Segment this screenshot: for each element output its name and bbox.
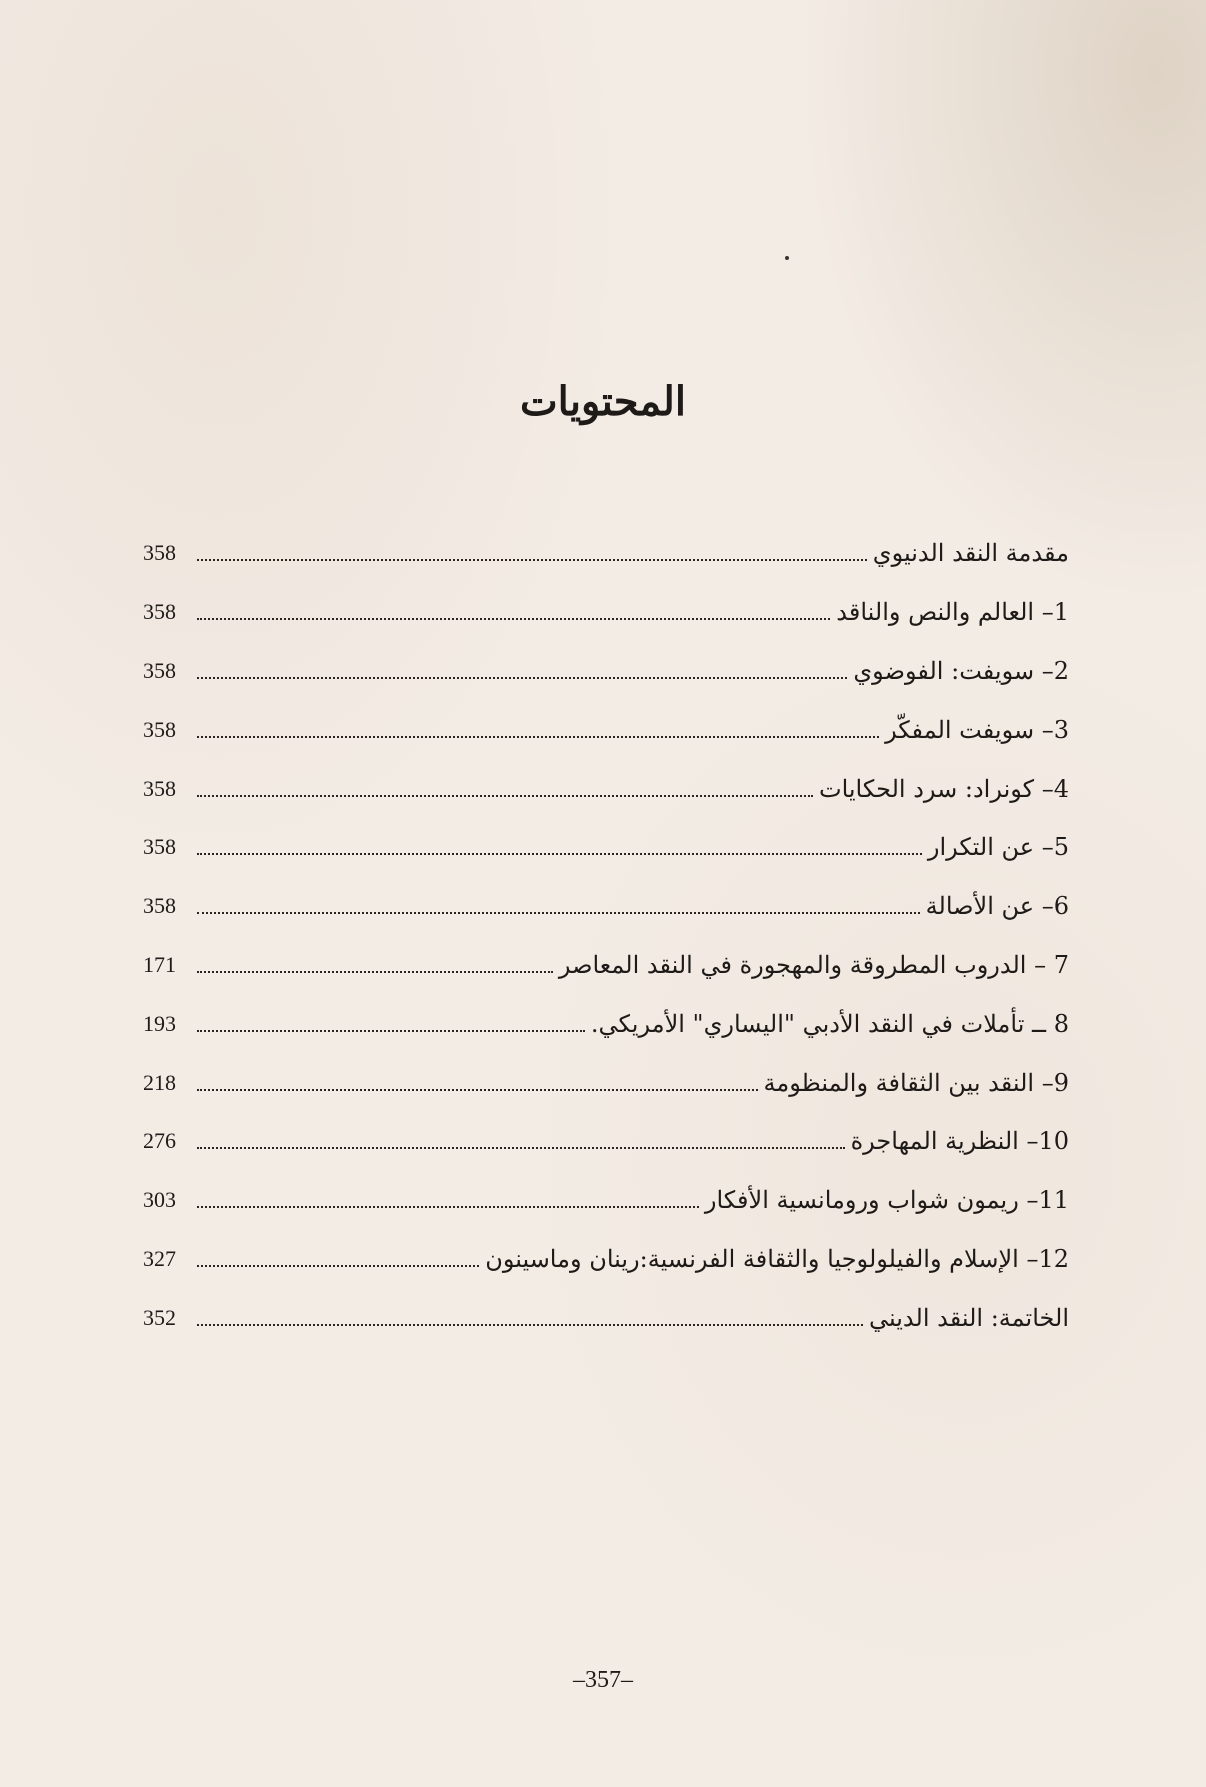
toc-entry-page: 218 bbox=[143, 1069, 176, 1095]
dot-leader bbox=[197, 1324, 863, 1326]
dot-leader bbox=[197, 559, 867, 561]
dot-leader bbox=[197, 912, 920, 914]
toc-entry bbox=[143, 524, 1069, 583]
dot-leader bbox=[197, 1206, 699, 1208]
toc-entry-title: 7 – الدروب المطروقة والمهجورة في النقد المعاصر bbox=[558, 950, 1069, 979]
toc-entry bbox=[143, 1112, 1069, 1171]
page-number: –357– bbox=[573, 1667, 633, 1693]
toc-entry-title: 5– عن التكرار bbox=[927, 833, 1069, 862]
dot-leader bbox=[197, 971, 553, 973]
toc-entry bbox=[143, 994, 1069, 1053]
page-title: المحتويات bbox=[520, 378, 686, 425]
toc-entry-title: 4– كونراد: سرد الحكايات bbox=[818, 774, 1069, 803]
toc-entry-title: 8 ــ تأملات في النقد الأدبي "اليساري" الأمريكي. bbox=[590, 1009, 1069, 1038]
dot-leader bbox=[197, 618, 830, 620]
toc-entry-title: 9– النقد بين الثقافة والمنظومة bbox=[763, 1068, 1069, 1097]
dot-leader bbox=[197, 1265, 479, 1267]
toc-entry bbox=[143, 877, 1069, 936]
toc-entry bbox=[143, 818, 1069, 877]
toc-entry bbox=[143, 583, 1069, 642]
toc-entry-page: 358 bbox=[143, 893, 176, 919]
toc-entry bbox=[143, 1053, 1069, 1112]
toc-entry-page: 358 bbox=[143, 599, 176, 625]
dot-leader bbox=[197, 1089, 758, 1091]
toc-entry-page: 358 bbox=[143, 540, 176, 566]
toc-entry-page: 358 bbox=[143, 657, 176, 683]
toc-entry-title: مقدمة النقد الدنيوي bbox=[872, 539, 1069, 568]
toc-entry-page: 303 bbox=[143, 1187, 176, 1213]
toc-entry-title: 10– النظرية المهاجرة bbox=[850, 1127, 1069, 1156]
toc-entry bbox=[143, 1288, 1069, 1347]
table-of-contents bbox=[143, 524, 1069, 1347]
dot-leader bbox=[197, 736, 879, 738]
dot-leader bbox=[197, 795, 813, 797]
toc-entry-title: 12– الإسلام والفيلولوجيا والثقافة الفرنسية:رينان وماسينون bbox=[485, 1244, 1069, 1273]
toc-entry-title: 6– عن الأصالة bbox=[925, 892, 1069, 921]
toc-entry bbox=[143, 936, 1069, 995]
toc-entry-title: الخاتمة: النقد الديني bbox=[868, 1303, 1069, 1332]
toc-entry bbox=[143, 759, 1069, 818]
toc-entry-page: 358 bbox=[143, 716, 176, 742]
toc-entry bbox=[143, 642, 1069, 701]
toc-entry-page: 171 bbox=[143, 951, 176, 977]
toc-entry bbox=[143, 1230, 1069, 1289]
dot-leader bbox=[197, 853, 922, 855]
toc-entry bbox=[143, 1171, 1069, 1230]
toc-entry-page: 352 bbox=[143, 1304, 176, 1330]
toc-entry-title: 2– سويفت: الفوضوي bbox=[853, 656, 1069, 685]
toc-entry-title: 1– العالم والنص والناقد bbox=[836, 598, 1069, 627]
toc-entry-page: 276 bbox=[143, 1128, 176, 1154]
dot-leader bbox=[197, 1030, 585, 1032]
toc-entry bbox=[143, 700, 1069, 759]
toc-entry-title: 3– سويفت المفكّر bbox=[885, 715, 1069, 744]
toc-entry-title: 11– ريمون شواب ورومانسية الأفكار bbox=[704, 1186, 1069, 1215]
toc-entry-page: 193 bbox=[143, 1010, 176, 1036]
toc-entry-page: 358 bbox=[143, 775, 176, 801]
ink-speck bbox=[785, 256, 789, 260]
dot-leader bbox=[197, 1147, 845, 1149]
toc-entry-page: 358 bbox=[143, 834, 176, 860]
dot-leader bbox=[197, 677, 847, 679]
toc-entry-page: 327 bbox=[143, 1245, 176, 1271]
